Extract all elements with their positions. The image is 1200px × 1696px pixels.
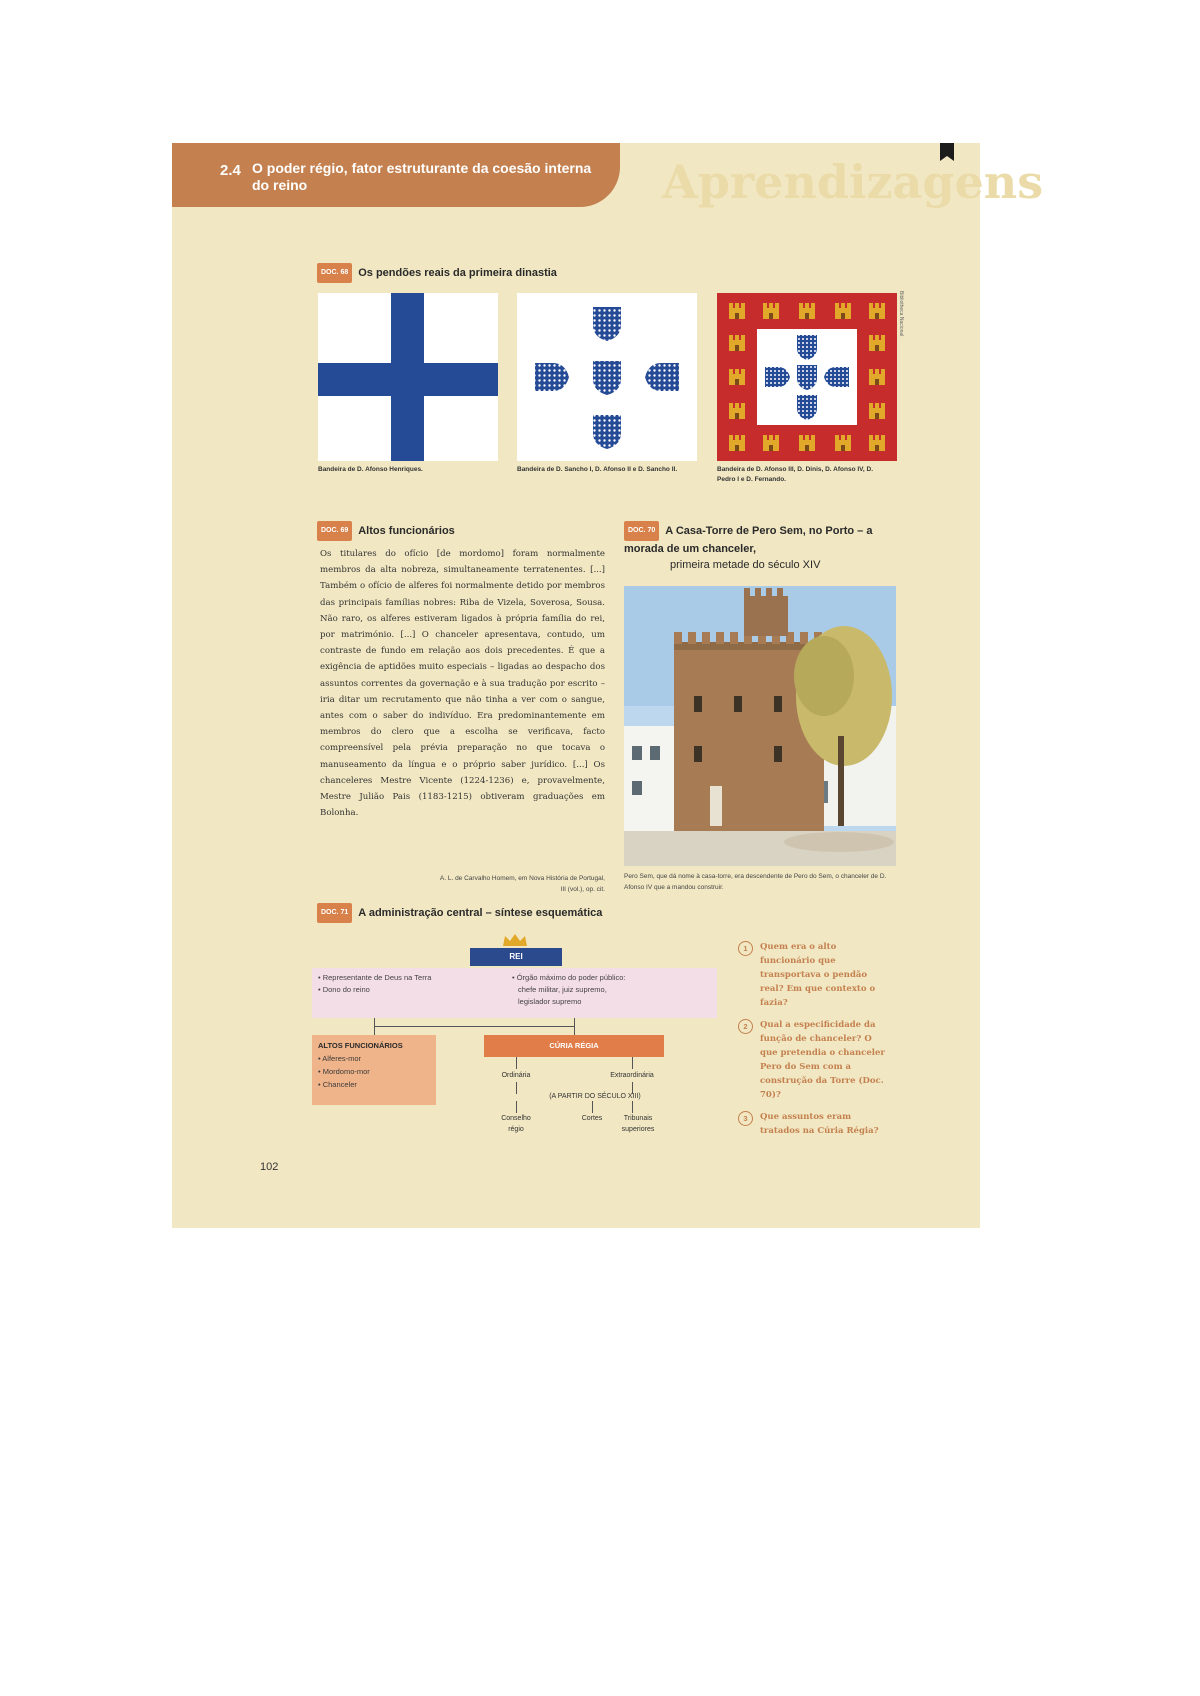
doc70-caption: Pero Sem, que dá nome à casa-torre, era descendente de Pero do Sem, o chanceler de D. Afonso IV que a mandou construir. (624, 873, 887, 891)
crown-icon (502, 933, 528, 947)
page-number: 102 (260, 1161, 279, 1173)
king-attributes-left: • Representante de Deus na Terra • Dono do reino (318, 973, 432, 994)
image-credit: Bibliotheca Nacional (898, 291, 904, 337)
doc68-heading (317, 263, 557, 283)
tribunals-label: Tribunais superiores (621, 1115, 655, 1133)
administration-diagram (312, 923, 782, 1143)
doc68-title: Os pendões reais da primeira dinastia (358, 266, 557, 279)
ordinary-label: Ordinária (501, 1072, 531, 1079)
flag-caption-1: Bandeira de D. Afonso Henriques. (318, 466, 423, 473)
king-attributes-box (312, 968, 717, 1018)
flag-caption-3: Bandeira de D. Afonso III, D. Dinis, D. Afonso IV, D. Pedro I e D. Fernando. (717, 466, 874, 483)
question-number: 3 (738, 1111, 753, 1126)
question-text: Quem era o alto funcionário que transportava o pendão real? Em que contexto o fazia? (760, 942, 876, 1008)
casa-torre-photo (624, 586, 896, 866)
doc70-subtitle: primeira metade do século XIV (670, 559, 821, 571)
flag-afonso-iii (717, 293, 897, 461)
doc70-badge: DOC. 70 (624, 521, 659, 541)
question-text: Qual a especificidade da função de chanceler? O que pretendia o chanceler Pero do Sem com a construção da Torre (Doc. 70)? (760, 1020, 885, 1100)
doc69-source (320, 873, 605, 895)
doc71-title: A administração central – síntese esquemática (358, 906, 603, 919)
section-header (172, 143, 620, 207)
king-attributes-right: • Órgão máximo do poder público: chefe militar, juiz supremo, legislador supremo (512, 973, 626, 1006)
doc68-badge: DOC. 68 (317, 263, 352, 283)
doc70-title: A Casa-Torre de Pero Sem, no Porto – a morada de um chanceler, (624, 524, 873, 555)
tower-building-image (624, 586, 896, 866)
cortes-label: Cortes (581, 1115, 603, 1122)
question-3 (738, 1110, 888, 1138)
doc69-title: Altos funcionários (358, 524, 455, 537)
flag-afonso-henriques (318, 293, 498, 461)
question-number: 2 (738, 1019, 753, 1034)
question-2 (738, 1018, 888, 1102)
quinas-shields-icon (517, 293, 697, 461)
watermark: Aprendizagens (662, 155, 1044, 209)
extraordinary-label: Extraordinária (610, 1072, 654, 1079)
section-number: 2.4 (220, 162, 241, 179)
king-box: REI (470, 948, 562, 966)
doc70-heading (624, 521, 899, 573)
questions-list (738, 940, 888, 1146)
royal-council-label: Conselho régio (501, 1115, 531, 1133)
doc71-heading (317, 903, 602, 923)
officials-title: ALTOS FUNCIONÁRIOS (318, 1041, 403, 1050)
flag-caption-2: Bandeira de D. Sancho I, D. Afonso II e D. Sancho II. (517, 466, 678, 473)
question-1 (738, 940, 888, 1010)
century-label: (A PARTIR DO SÉCULO XIII) (549, 1093, 641, 1100)
curia-regia-box: CÚRIA RÉGIA (484, 1035, 664, 1057)
doc69-source-line1: A. L. de Carvalho Homem, em Nova História de Portugal, (439, 875, 605, 882)
castles-icon (717, 293, 897, 461)
doc69-badge: DOC. 69 (317, 521, 352, 541)
textbook-page (172, 143, 1044, 1228)
question-number: 1 (738, 941, 753, 956)
doc69-source-line2: III (vol.), op. cit. (560, 886, 605, 893)
officials-box: ALTOS FUNCIONÁRIOS • Alferes-mor • Mordomo-mor • Chanceler (312, 1035, 436, 1105)
flag-sancho-i (517, 293, 697, 461)
section-title: O poder régio, fator estruturante da coesão interna do reino (252, 160, 592, 193)
doc69-heading (317, 521, 455, 541)
doc69-text: Os titulares do ofício [de mordomo] foram normalmente membros da alta nobreza, simultaneamente terratenentes. [...] Também o ofício de alferes foi normalmente detido por membros das principais famílias nobres: Riba de Vizela, Soverosa, Sousa. Não raro, os alferes estiveram ligados à própria família do rei, por matrimónio. [...] O chanceler apresentava, contudo, um contraste de fundo em relação aos dois precedentes. É que a exigência de aptidões muito especiais – ligadas ao despacho dos assuntos correntes da governação e à sua tradução por escrito – iria ditar um recrutamento que não tinha a ver com o sangue, antes com o saber do indivíduo. Era predominantemente em membros do clero que a escolha se verificava, facto compreensível pela prévia preparação no que tocava o manuseamento da língua e o próprio saber jurídico. [...] Os chanceleres Mestre Vicente (1224-1236) e, provavelmente, Mestre Julião Pais (1183-1215) obtiveram graduações em Bolonha. (320, 549, 605, 819)
question-text: Que assuntos eram tratados na Cúria Régia? (760, 1112, 879, 1136)
doc71-badge: DOC. 71 (317, 903, 352, 923)
